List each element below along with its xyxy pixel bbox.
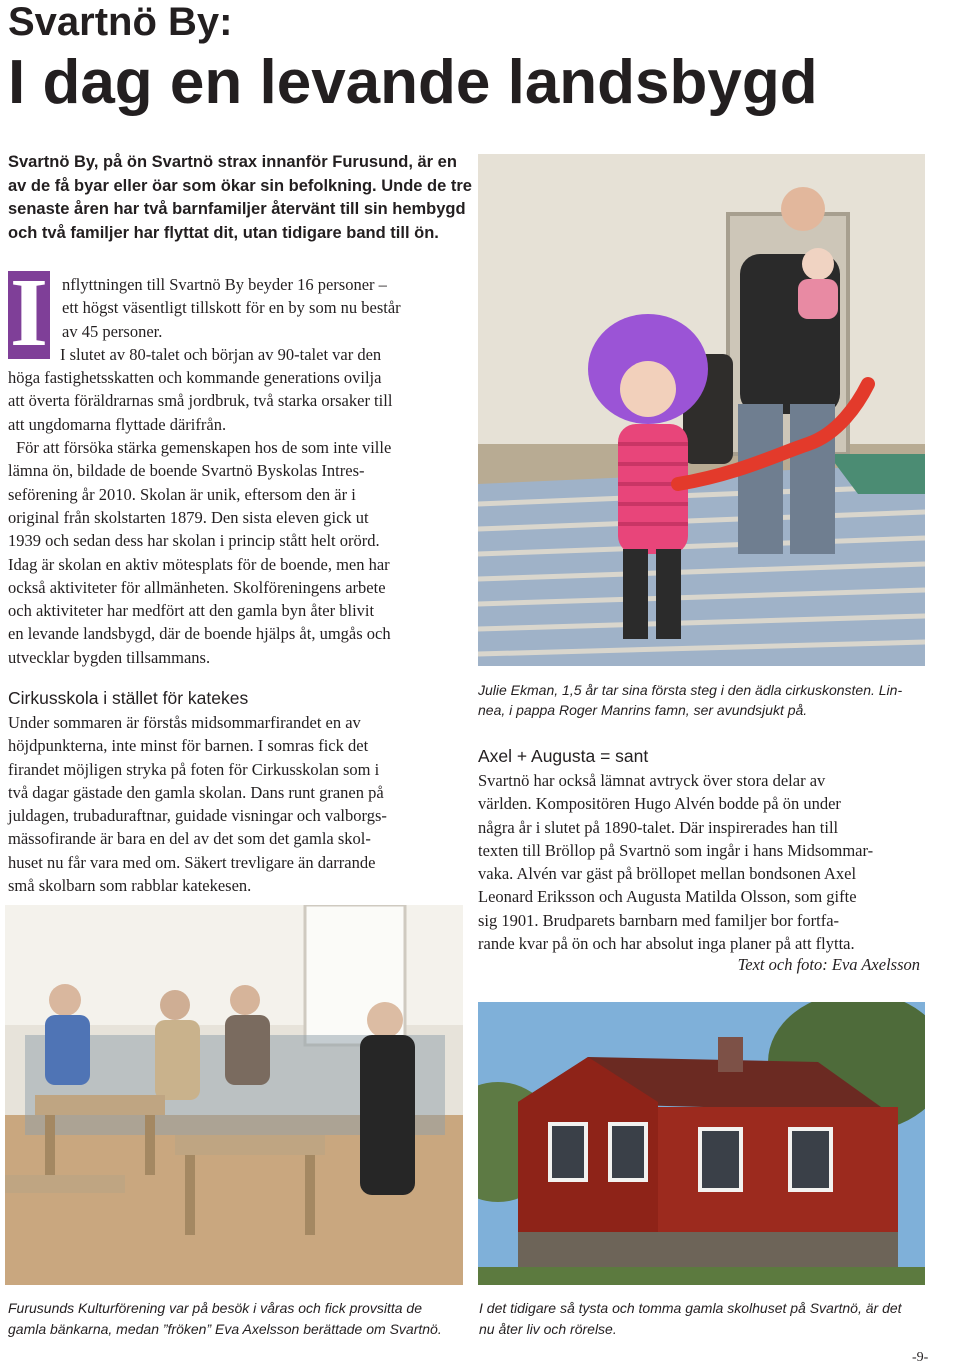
body-line: några år i slutet på 1890-talet. Där inspirerades han till [478,817,839,837]
body-line: nflyttningen till Svartnö By beyder 16 personer – [62,275,387,294]
photo-classroom [5,905,463,1285]
body-line: också aktiviteter för allmänheten. Skolföreningens arbete [8,577,386,597]
caption-line: I det tidigare så tysta och tomma gamla skolhuset på Svartnö, är det [479,1300,902,1316]
section-heading-circus: Cirkusskola i stället för katekes [8,688,249,708]
lead-line: Svartnö By, på ön Svartnö strax innanför Furusund, är en [8,153,457,171]
caption-classroom [8,1298,463,1339]
body-line: huset nu får vara med om. Säkert trevligare än darrande [8,852,376,872]
photo-circus-child [478,154,925,666]
body-line: texten till Bröllop på Svartnö som ingår i hans Midsommar- [478,840,874,860]
body-line: Svartnö har också lämnat avtryck över stora delar av [478,771,826,790]
body-line: höga fastighetsskatten och kommande generations ovilja [8,368,382,388]
body-line: juldagen, trubaduraftnar, guidade visningar och valborgs- [8,806,387,826]
body-line: att ungdomarna flyttade därifrån. [8,414,227,434]
photo-credit: Text och foto: Eva Axelsson [737,955,920,974]
body-line: vaka. Alvén var gäst på bröllopet mellan bondsonen Axel [478,864,857,884]
body-line: sig 1901. Brudparets barnbarn med familjer bor fortfa- [478,910,840,930]
body-line: världen. Kompositören Hugo Alvén bodde på ön under [478,794,841,814]
caption-line: nu åter liv och rörelse. [479,1320,617,1337]
lead-line: senaste åren har två barnfamiljer återvänt till sin hembygd [8,200,466,218]
body-line: original från skolstarten 1879. Den sista eleven gick ut [8,507,369,527]
section-body-circus [8,711,463,897]
body-line: seförening år 2010. Skolan är unik, eftersom den är i [8,484,356,504]
lead-line: av de få byar eller öar som ökar sin befolkning. Unde de tre [8,176,472,195]
body-line: utvecklar bygden tillsammans. [8,647,211,667]
body-line: höjdpunkterna, inte minst för barnen. I somras fick det [8,736,369,756]
section-heading-axel-augusta: Axel + Augusta = sant [478,746,649,766]
body-line: firandet möjligen stryka på foten för Cirkusskolan som i [8,759,380,779]
body-line: mässofirande är bara en del av det som det gamla skol- [8,829,371,849]
section-body-axel-augusta [478,769,928,955]
body-line: rande kvar på ön och har absolut inga planer på att flytta. [478,934,855,954]
body-line: Under sommaren är förstås midsommarfirandet en av [8,713,361,732]
body-line: lämna ön, bildade de boende Svartnö Byskolas Intres- [8,461,365,481]
caption-line: Julie Ekman, 1,5 år tar sina första steg i den ädla cirkuskonsten. Lin- [478,682,903,698]
caption-line: Furusunds Kulturförening var på besök i våras och fick provsitta de [8,1300,422,1316]
body-line: 1939 och sedan dess har skolan i princip stått helt orörd. [8,531,380,551]
caption-circus [478,680,928,720]
body-line: av 45 personer. [62,321,163,341]
body-line: att överta föräldrarnas små jordbruk, två starka orsaker till [8,391,393,411]
photo-schoolhouse [478,1002,925,1285]
drop-cap-letter: I [9,259,49,367]
body-line: två dagar gästade den gamla skolan. Dans runt granen på [8,782,384,802]
headline: I dag en levande landsbygd [8,48,818,117]
body-line: små skolbarn som rabblar katekesen. [8,876,252,896]
page-number: -9- [912,1350,929,1365]
article-body [8,273,463,669]
lead-paragraph [8,151,472,245]
body-line: Leonard Eriksson och Augusta Matilda Olsson, som gifte [478,887,857,907]
body-line: ett högst väsentligt tillskott för en by som nu består [62,298,401,318]
body-line: I slutet av 80-talet och början av 90-talet var den [60,344,382,364]
caption-line: nea, i pappa Roger Manrins famn, ser avundsjukt på. [478,702,808,718]
body-line: och aktiviteter har medfört att den gamla byn åter blivit [8,601,375,621]
lead-line: och två familjer har flyttat dit, utan tidigare band till ön. [8,223,439,242]
kicker: Svartnö By: [8,0,233,44]
body-line: Idag är skolan en aktiv mötesplats för de boende, men har [8,554,390,574]
caption-schoolhouse [479,1298,929,1339]
caption-line: gamla bänkarna, medan ”fröken” Eva Axelsson berättade om Svartnö. [8,1320,442,1337]
body-line: en levande landsbygd, där de boende hjälps åt, umgås och [8,624,391,644]
body-line: För att försöka stärka gemenskapen hos de som inte ville [16,438,392,458]
